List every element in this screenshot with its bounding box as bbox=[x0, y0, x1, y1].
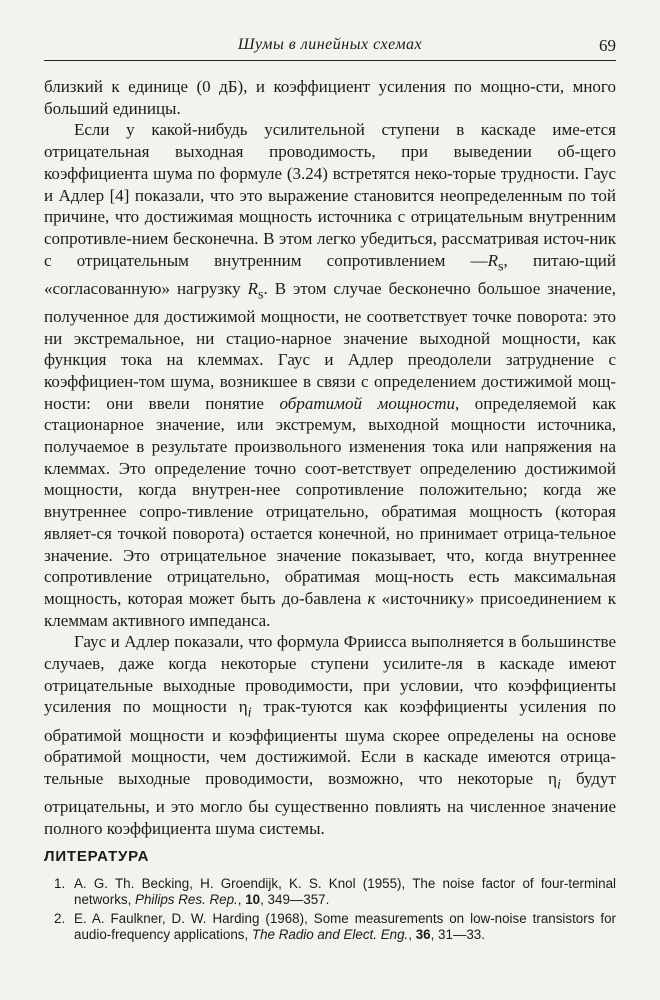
paragraph-2: Если у какой-нибудь усилительной ступени в каскаде име-ется отрицательная выходная проводимость, при выведении об-щего коэффициента шума по формуле (3.24) встретятся неко-торые трудности. Гаус и Адлер [4] показали, что это выражение становится неопределенным по той причине, что достижимая мощность источника с отрицательным внутренним сопротивле-нием бесконечна. В этом легко убедиться, рассматривая источ-ник с отрицательным внутренним сопротивлением $—R_s$, питаю-щий «согласованную» нагрузку $R_s$. В этом случае бесконечно большое значение, полученное для достижимой мощности, не соответствует точке поворота: это ни экстремальное, ни стацио-нарное значение выходной мощности, как функция тока на клеммах. Гаус и Адлер преодолели затруднение с коэффициен-том шума, возникшее в связи с определением достижимой мощ-ности: они ввели понятие обратимой мощности, определяемой как стационарное значение, или экстремум, выходной мощности источника, получаемое в результате произвольного изменения тока или напряжения на клеммах. Это определение точно соот-ветствует определению достижимой мощности, когда внутрен-нее сопротивление положительно; когда же внутреннее сопро-тивление отрицательно, обратимая мощность (которая являет-ся точкой поворота) остается конечной, но принимает отрица-тельное значение. Это отрицательное значение показывает, что, когда внутреннее сопротивление отрицательно, обратимая мощ-ность есть максимальная мощность, которая может быть до-бавлена к «источнику» присоединением к клеммам активного импеданса. bbox=[44, 120, 616, 630]
reference-item: 1. A. G. Th. Becking, H. Groendijk, K. S. Knol (1955), The noise factor of four-terminal networks, Philips Res. Rep., 10, 349—357. bbox=[54, 876, 616, 907]
symbol-eta: η bbox=[548, 768, 558, 788]
symbol-eta: η bbox=[238, 697, 248, 717]
reference-item: 2. E. A. Faulkner, D. W. Harding (1968), Some measurements on low-noise transistors for audio-frequency applications, The Radio and Elect. Eng., 36, 31—33. bbox=[54, 911, 616, 942]
references-heading: ЛИТЕРАТУРА bbox=[44, 848, 150, 865]
paragraph-3: Гаус и Адлер показали, что формула Фриисса выполняется в большинстве случаев, даже когда некоторые ступени усилите-ля в каскаде имеют отрицательные выходные проводимости, при условии, что коэффициенты усиления по мощности $\eta_i$ трак-туются как коэффициенты усиления по обратимой мощности и коэффициенты шума скорее определены на основе обратимой мощности, чем достижимой. Если в каскаде имеются отрица-тельные выходные проводимости, возможно, что некоторые $\eta_i$ будут отрицательны, и это могло бы существенно повлиять на численное значение полного коэффициента шума системы. bbox=[44, 632, 616, 838]
page-header bbox=[44, 36, 616, 61]
emphasized-term: обратимой мощности bbox=[279, 393, 455, 413]
page-number: 69 bbox=[599, 36, 616, 55]
reference-list bbox=[44, 876, 616, 946]
symbol-r: R bbox=[487, 250, 499, 270]
running-title: Шумы в линейных схемах bbox=[237, 36, 423, 53]
symbol-r: R bbox=[247, 278, 258, 298]
main-text bbox=[44, 76, 616, 839]
paragraph-1-continuation: близкий к единице (0 дБ), и коэффициент усиления по мощно-сти, много больший единицы. bbox=[44, 77, 616, 118]
